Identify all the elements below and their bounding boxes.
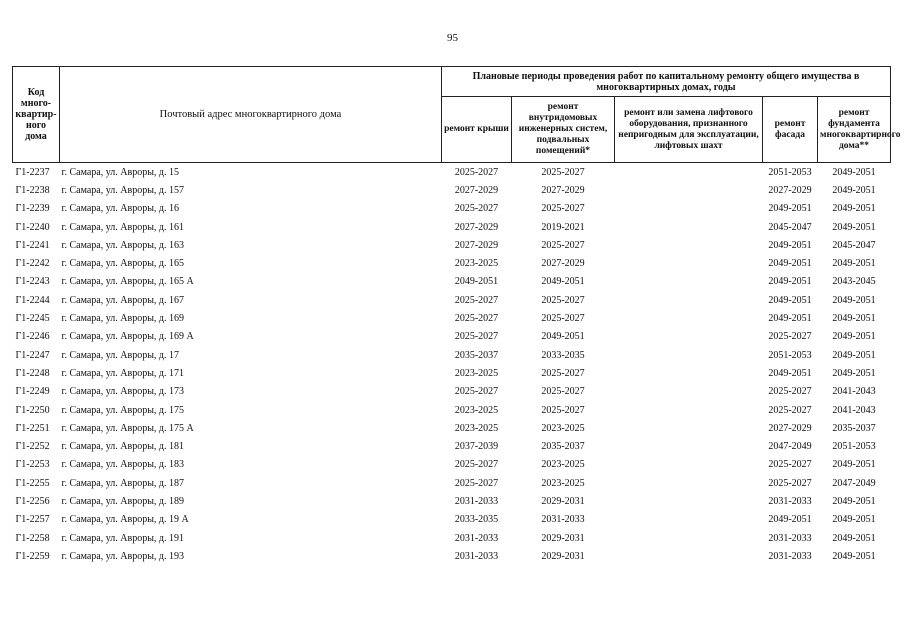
cell-roof: 2025-2027 xyxy=(454,386,499,398)
cell-foundation: 2047-2049 xyxy=(832,477,876,489)
cell-facade: 2027-2029 xyxy=(768,184,812,196)
cell-elevator xyxy=(615,383,763,401)
cell-foundation: 2049-2051 xyxy=(832,313,876,325)
cell-facade: 2049-2051 xyxy=(768,276,812,288)
cell-code: Г1-2240 xyxy=(15,221,50,233)
cell-roof: 2037-2039 xyxy=(454,441,499,453)
cell-roof: 2031-2033 xyxy=(454,495,499,507)
table-row xyxy=(13,492,891,510)
cell-code: Г1-2259 xyxy=(15,550,50,562)
cell-address: г. Самара, ул. Авроры, д. 183 xyxy=(61,459,185,471)
cell-systems: 2025-2027 xyxy=(541,239,585,251)
cell-facade: 2025-2027 xyxy=(768,331,812,343)
cell-roof: 2025-2027 xyxy=(454,203,499,215)
table-row xyxy=(13,273,891,291)
cell-code: Г1-2237 xyxy=(15,166,50,178)
cell-systems: 2029-2031 xyxy=(541,532,585,544)
cell-systems: 2025-2027 xyxy=(541,386,585,398)
cell-foundation: 2041-2043 xyxy=(832,404,876,416)
cell-foundation: 2049-2051 xyxy=(832,459,876,471)
cell-address: г. Самара, ул. Авроры, д. 15 xyxy=(61,166,180,178)
cell-code: Г1-2238 xyxy=(15,184,50,196)
header-facade: ремонт фасада xyxy=(763,97,818,163)
cell-foundation: 2049-2051 xyxy=(832,349,876,361)
cell-address: г. Самара, ул. Авроры, д. 175 xyxy=(61,404,185,416)
cell-code: Г1-2253 xyxy=(15,459,50,471)
header-foundation: ремонт фундамента многоквартирного дома** xyxy=(818,97,891,163)
cell-code: Г1-2255 xyxy=(15,477,50,489)
cell-code: Г1-2256 xyxy=(15,495,50,507)
cell-foundation: 2045-2047 xyxy=(832,239,876,251)
cell-address: г. Самара, ул. Авроры, д. 167 xyxy=(61,294,185,306)
cell-code: Г1-2241 xyxy=(15,239,50,251)
cell-systems: 2049-2051 xyxy=(541,331,585,343)
cell-foundation: 2049-2051 xyxy=(832,514,876,526)
cell-systems: 2033-2035 xyxy=(541,349,585,361)
table-row xyxy=(13,401,891,419)
cell-roof: 2025-2027 xyxy=(454,459,499,471)
cell-elevator xyxy=(615,163,763,182)
cell-elevator xyxy=(615,254,763,272)
table-body xyxy=(13,163,891,566)
cell-roof: 2027-2029 xyxy=(454,221,499,233)
table-row xyxy=(13,200,891,218)
cell-facade: 2025-2027 xyxy=(768,459,812,471)
cell-facade: 2025-2027 xyxy=(768,404,812,416)
cell-systems: 2025-2027 xyxy=(541,166,585,178)
cell-systems: 2023-2025 xyxy=(541,477,585,489)
cell-roof: 2027-2029 xyxy=(454,184,499,196)
page-number: 95 xyxy=(447,32,458,44)
cell-code: Г1-2252 xyxy=(15,441,50,453)
cell-elevator xyxy=(615,401,763,419)
cell-elevator xyxy=(615,346,763,364)
header-periods: Плановые периоды проведения работ по капитальному ремонту общего имущества в многоквартирных домах, годы xyxy=(442,67,891,97)
cell-address: г. Самара, ул. Авроры, д. 187 xyxy=(61,477,185,489)
cell-systems: 2029-2031 xyxy=(541,550,585,562)
header-roof: ремонт крыши xyxy=(442,97,512,163)
cell-roof: 2031-2033 xyxy=(454,532,499,544)
cell-elevator xyxy=(615,218,763,236)
cell-elevator xyxy=(615,419,763,437)
cell-foundation: 2049-2051 xyxy=(832,166,876,178)
cell-facade: 2031-2033 xyxy=(768,495,812,507)
cell-code: Г1-2250 xyxy=(15,404,50,416)
table-row xyxy=(13,254,891,272)
cell-facade: 2025-2027 xyxy=(768,386,812,398)
cell-code: Г1-2239 xyxy=(15,203,50,215)
cell-foundation: 2051-2053 xyxy=(832,441,876,453)
cell-code: Г1-2258 xyxy=(15,532,50,544)
cell-systems: 2023-2025 xyxy=(541,459,585,471)
cell-roof: 2025-2027 xyxy=(454,166,499,178)
cell-foundation: 2049-2051 xyxy=(832,550,876,562)
table-row xyxy=(13,547,891,565)
cell-systems: 2025-2027 xyxy=(541,203,585,215)
cell-facade: 2045-2047 xyxy=(768,221,812,233)
table-row xyxy=(13,529,891,547)
cell-foundation: 2035-2037 xyxy=(832,422,876,434)
cell-address: г. Самара, ул. Авроры, д. 193 xyxy=(61,550,185,562)
cell-address: г. Самара, ул. Авроры, д. 17 xyxy=(61,349,180,361)
cell-address: г. Самара, ул. Авроры, д. 165 xyxy=(61,258,185,270)
cell-elevator xyxy=(615,236,763,254)
table-row xyxy=(13,236,891,254)
table-row xyxy=(13,364,891,382)
cell-foundation: 2049-2051 xyxy=(832,221,876,233)
cell-systems: 2027-2029 xyxy=(541,184,585,196)
cell-foundation: 2049-2051 xyxy=(832,367,876,379)
cell-systems: 2049-2051 xyxy=(541,276,585,288)
table-row xyxy=(13,437,891,455)
cell-code: Г1-2245 xyxy=(15,313,50,325)
cell-foundation: 2049-2051 xyxy=(832,532,876,544)
cell-code: Г1-2244 xyxy=(15,294,50,306)
cell-facade: 2047-2049 xyxy=(768,441,812,453)
cell-roof: 2023-2025 xyxy=(454,422,499,434)
cell-address: г. Самара, ул. Авроры, д. 19 А xyxy=(61,514,189,526)
cell-address: г. Самара, ул. Авроры, д. 161 xyxy=(61,221,185,233)
cell-systems: 2027-2029 xyxy=(541,258,585,270)
cell-foundation: 2041-2043 xyxy=(832,386,876,398)
cell-address: г. Самара, ул. Авроры, д. 16 xyxy=(61,203,180,215)
table-row xyxy=(13,456,891,474)
cell-elevator xyxy=(615,437,763,455)
header-address: Почтовый адрес многоквартирного дома xyxy=(60,67,442,163)
cell-systems: 2031-2033 xyxy=(541,514,585,526)
table-row xyxy=(13,309,891,327)
cell-roof: 2023-2025 xyxy=(454,404,499,416)
cell-roof: 2025-2027 xyxy=(454,331,499,343)
table-row xyxy=(13,291,891,309)
cell-roof: 2031-2033 xyxy=(454,550,499,562)
cell-facade: 2025-2027 xyxy=(768,477,812,489)
cell-systems: 2035-2037 xyxy=(541,441,585,453)
cell-foundation: 2049-2051 xyxy=(832,203,876,215)
cell-facade: 2049-2051 xyxy=(768,367,812,379)
cell-facade: 2031-2033 xyxy=(768,532,812,544)
cell-elevator xyxy=(615,511,763,529)
cell-roof: 2025-2027 xyxy=(454,313,499,325)
cell-systems: 2023-2025 xyxy=(541,422,585,434)
cell-code: Г1-2249 xyxy=(15,386,50,398)
cell-address: г. Самара, ул. Авроры, д. 169 А xyxy=(61,331,194,343)
header-elevator: ремонт или замена лифтового оборудования, признанного непригодным для эксплуатации, лифтовых шахт xyxy=(615,97,763,163)
cell-elevator xyxy=(615,273,763,291)
cell-elevator xyxy=(615,474,763,492)
cell-roof: 2025-2027 xyxy=(454,477,499,489)
cell-elevator xyxy=(615,492,763,510)
cell-roof: 2023-2025 xyxy=(454,258,499,270)
cell-address: г. Самара, ул. Авроры, д. 171 xyxy=(61,367,185,379)
cell-roof: 2023-2025 xyxy=(454,367,499,379)
cell-code: Г1-2243 xyxy=(15,276,50,288)
table-row xyxy=(13,511,891,529)
cell-roof: 2049-2051 xyxy=(454,276,499,288)
cell-facade: 2051-2053 xyxy=(768,166,812,178)
cell-address: г. Самара, ул. Авроры, д. 175 А xyxy=(61,422,194,434)
cell-address: г. Самара, ул. Авроры, д. 181 xyxy=(61,441,185,453)
cell-elevator xyxy=(615,328,763,346)
cell-facade: 2049-2051 xyxy=(768,203,812,215)
cell-facade: 2031-2033 xyxy=(768,550,812,562)
cell-systems: 2025-2027 xyxy=(541,404,585,416)
header-systems: ремонт внутридомовых инженерных систем, подвальных помещений* xyxy=(512,97,615,163)
cell-address: г. Самара, ул. Авроры, д. 157 xyxy=(61,184,185,196)
cell-code: Г1-2251 xyxy=(15,422,50,434)
table-row xyxy=(13,383,891,401)
table-row xyxy=(13,163,891,182)
table-row xyxy=(13,328,891,346)
cell-code: Г1-2248 xyxy=(15,367,50,379)
cell-facade: 2049-2051 xyxy=(768,294,812,306)
cell-roof: 2025-2027 xyxy=(454,294,499,306)
cell-code: Г1-2257 xyxy=(15,514,50,526)
cell-systems: 2025-2027 xyxy=(541,367,585,379)
table-header xyxy=(13,67,901,163)
cell-foundation: 2043-2045 xyxy=(832,276,876,288)
cell-elevator xyxy=(615,200,763,218)
cell-facade: 2049-2051 xyxy=(768,514,812,526)
cell-systems: 2025-2027 xyxy=(541,294,585,306)
table-row xyxy=(13,181,891,199)
cell-facade: 2027-2029 xyxy=(768,422,812,434)
cell-systems: 2025-2027 xyxy=(541,313,585,325)
cell-elevator xyxy=(615,529,763,547)
cell-foundation: 2049-2051 xyxy=(832,258,876,270)
cell-code: Г1-2246 xyxy=(15,331,50,343)
cell-foundation: 2049-2051 xyxy=(832,495,876,507)
cell-facade: 2051-2053 xyxy=(768,349,812,361)
cell-foundation: 2049-2051 xyxy=(832,184,876,196)
cell-code: Г1-2247 xyxy=(15,349,50,361)
cell-address: г. Самара, ул. Авроры, д. 189 xyxy=(61,495,185,507)
table-row xyxy=(13,218,891,236)
cell-facade: 2049-2051 xyxy=(768,258,812,270)
table-row xyxy=(13,474,891,492)
cell-elevator xyxy=(615,547,763,565)
table-row xyxy=(13,419,891,437)
cell-roof: 2033-2035 xyxy=(454,514,499,526)
cell-facade: 2049-2051 xyxy=(768,313,812,325)
cell-elevator xyxy=(615,364,763,382)
cell-elevator xyxy=(615,456,763,474)
cell-address: г. Самара, ул. Авроры, д. 173 xyxy=(61,386,185,398)
cell-address: г. Самара, ул. Авроры, д. 165 А xyxy=(61,276,194,288)
table-row xyxy=(13,346,891,364)
cell-systems: 2019-2021 xyxy=(541,221,585,233)
cell-roof: 2035-2037 xyxy=(454,349,499,361)
cell-facade: 2049-2051 xyxy=(768,239,812,251)
cell-foundation: 2049-2051 xyxy=(832,294,876,306)
cell-elevator xyxy=(615,309,763,327)
cell-elevator xyxy=(615,291,763,309)
cell-systems: 2029-2031 xyxy=(541,495,585,507)
cell-address: г. Самара, ул. Авроры, д. 191 xyxy=(61,532,185,544)
header-code: Код много-квартир-ного дома xyxy=(13,67,60,163)
cell-code: Г1-2242 xyxy=(15,258,50,270)
cell-roof: 2027-2029 xyxy=(454,239,499,251)
cell-address: г. Самара, ул. Авроры, д. 169 xyxy=(61,313,185,325)
cell-elevator xyxy=(615,181,763,199)
cell-foundation: 2049-2051 xyxy=(832,331,876,343)
repair-schedule-table xyxy=(12,66,901,566)
cell-address: г. Самара, ул. Авроры, д. 163 xyxy=(61,239,185,251)
